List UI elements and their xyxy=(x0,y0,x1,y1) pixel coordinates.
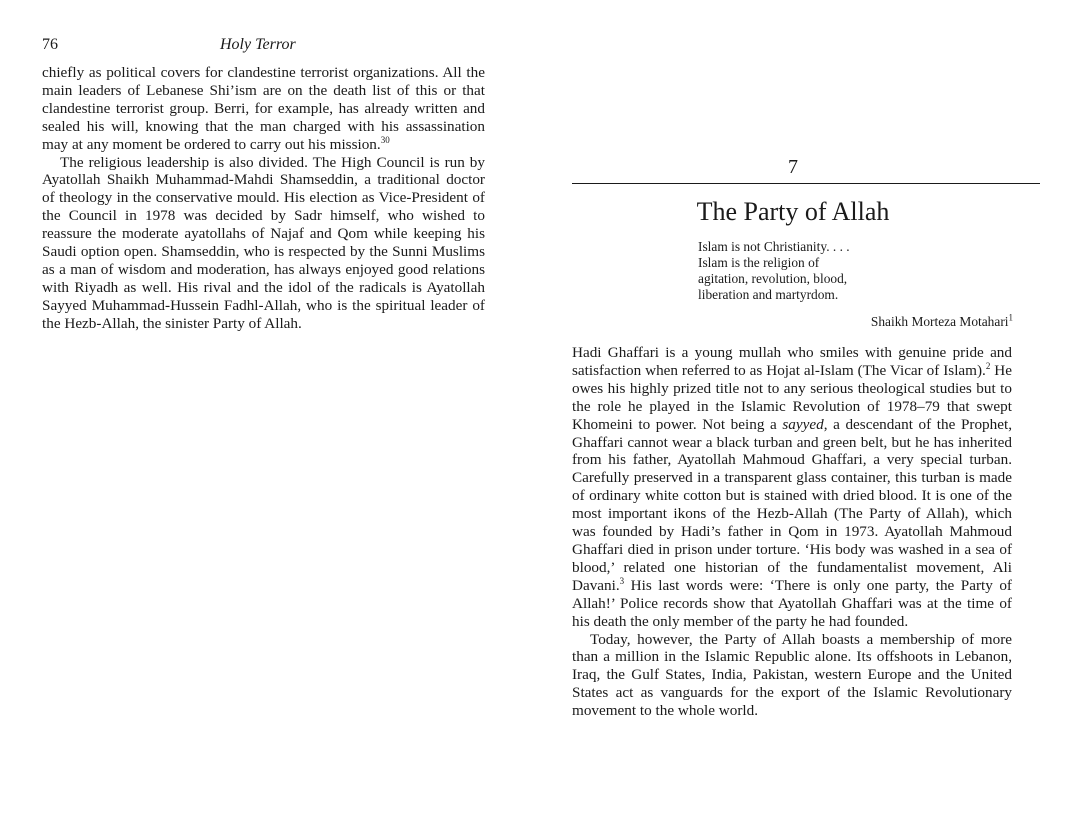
paragraph xyxy=(572,344,1012,631)
right-text-block xyxy=(572,344,1012,720)
page-number: 76 xyxy=(42,36,58,53)
paragraph-text: Today, however, the Party of Allah boasts a membership of more than a million in the Islamic Republic alone. Its offshoots in Lebanon, Iraq, the Gulf States, India, Pakistan, western Europe and the United States act as vanguards for the export of the Islamic Revolutionary movement to the whole world. xyxy=(572,630,1012,720)
paragraph-text: The religious leadership is also divided. The High Council is run by Ayatollah Shaikh Muhammad-Mahdi Shamseddin, a traditional doctor of theology in the conservative mould. His election as Vice-President of the Council in 1978 was decided by Sadr himself, who wished to reassure the moderate ayatollahs of Najaf and Qom while keeping his Saudi option open. Shamseddin, who is respected by the Sunni Muslims as a man of wisdom and moderation, has always enjoyed good relations with Riyadh as well. His rival and the idol of the radicals is Ayatollah Sayyed Muhammad-Hussein Fadhl-Allah, who is the spiritual leader of the Hezb-Allah, the sinister Party of Allah. xyxy=(42,153,485,332)
footnote-marker: 1 xyxy=(1008,312,1013,323)
epigraph-line: liberation and martyrdom. xyxy=(698,287,839,302)
paragraph-text: , a descendant of the Prophet, Ghaffari cannot wear a black turban and green belt, but he has inherited from his father, Ayatollah Mahmoud Ghaffari, a very special turban. Carefully preserved in a transparent glass container, this turban is made of ordinary white cotton but is stained with dried blood. It is one of the most important ikons of the Hezb-Allah (The Party of Allah), which was founded by Hadi’s father in Qom in 1973. Ayatollah Mahmoud Ghaffari died in prison under torture. ‘His body was washed in a sea of blood,’ related one historian of the fundamentalist movement, Ali Davani. xyxy=(572,415,1012,594)
chapter-number: 7 xyxy=(788,156,798,178)
left-text-block xyxy=(42,64,485,333)
footnote-marker: 3 xyxy=(619,575,625,586)
epigraph-line: Islam is not Christianity. . . . xyxy=(698,239,850,254)
epigraph-attribution xyxy=(698,314,1013,330)
right-page xyxy=(546,0,1092,829)
chapter-title: The Party of Allah xyxy=(696,197,890,226)
footnote-marker: 2 xyxy=(985,360,991,371)
epigraph xyxy=(698,239,1018,303)
running-head xyxy=(42,36,487,56)
running-title: Holy Terror xyxy=(220,36,296,53)
paragraph-text: His last words were: ‘There is only one party, the Party of Allah!’ Police records show that Ayatollah Ghaffari was at the time of his death the only member of the party he had founded. xyxy=(572,576,1012,630)
epigraph-line: agitation, revolution, blood, xyxy=(698,271,848,286)
paragraph-text: He owes his highly prized title not to any serious theological studies but to the role he played in the Islamic Revolution of 1978–79 that swept Khomeini to power. Not being a xyxy=(572,361,1012,433)
paragraph xyxy=(42,154,485,333)
italic-term: sayyed xyxy=(782,415,824,433)
paragraph xyxy=(572,631,1012,721)
paragraph-text: Hadi Ghaffari is a young mullah who smiles with genuine pride and satisfaction when referred to as Hojat al-Islam (The Vicar of Islam). xyxy=(572,344,1012,379)
paragraph xyxy=(42,64,485,154)
paragraph-text: chiefly as political covers for clandestine terrorist organizations. All the main leaders of Lebanese Shi’ism are on the death list of this or that clandestine terrorist group. Berri, for example, has already written and sealed his will, knowing that the man charged with his assassination may at any moment be ordered to carry out his mission. xyxy=(42,64,485,153)
attribution-name: Shaikh Morteza Motahari xyxy=(870,314,1009,329)
epigraph-line: Islam is the religion of xyxy=(698,255,820,270)
chapter-rule xyxy=(572,183,1040,184)
footnote-marker: 30 xyxy=(380,134,390,145)
